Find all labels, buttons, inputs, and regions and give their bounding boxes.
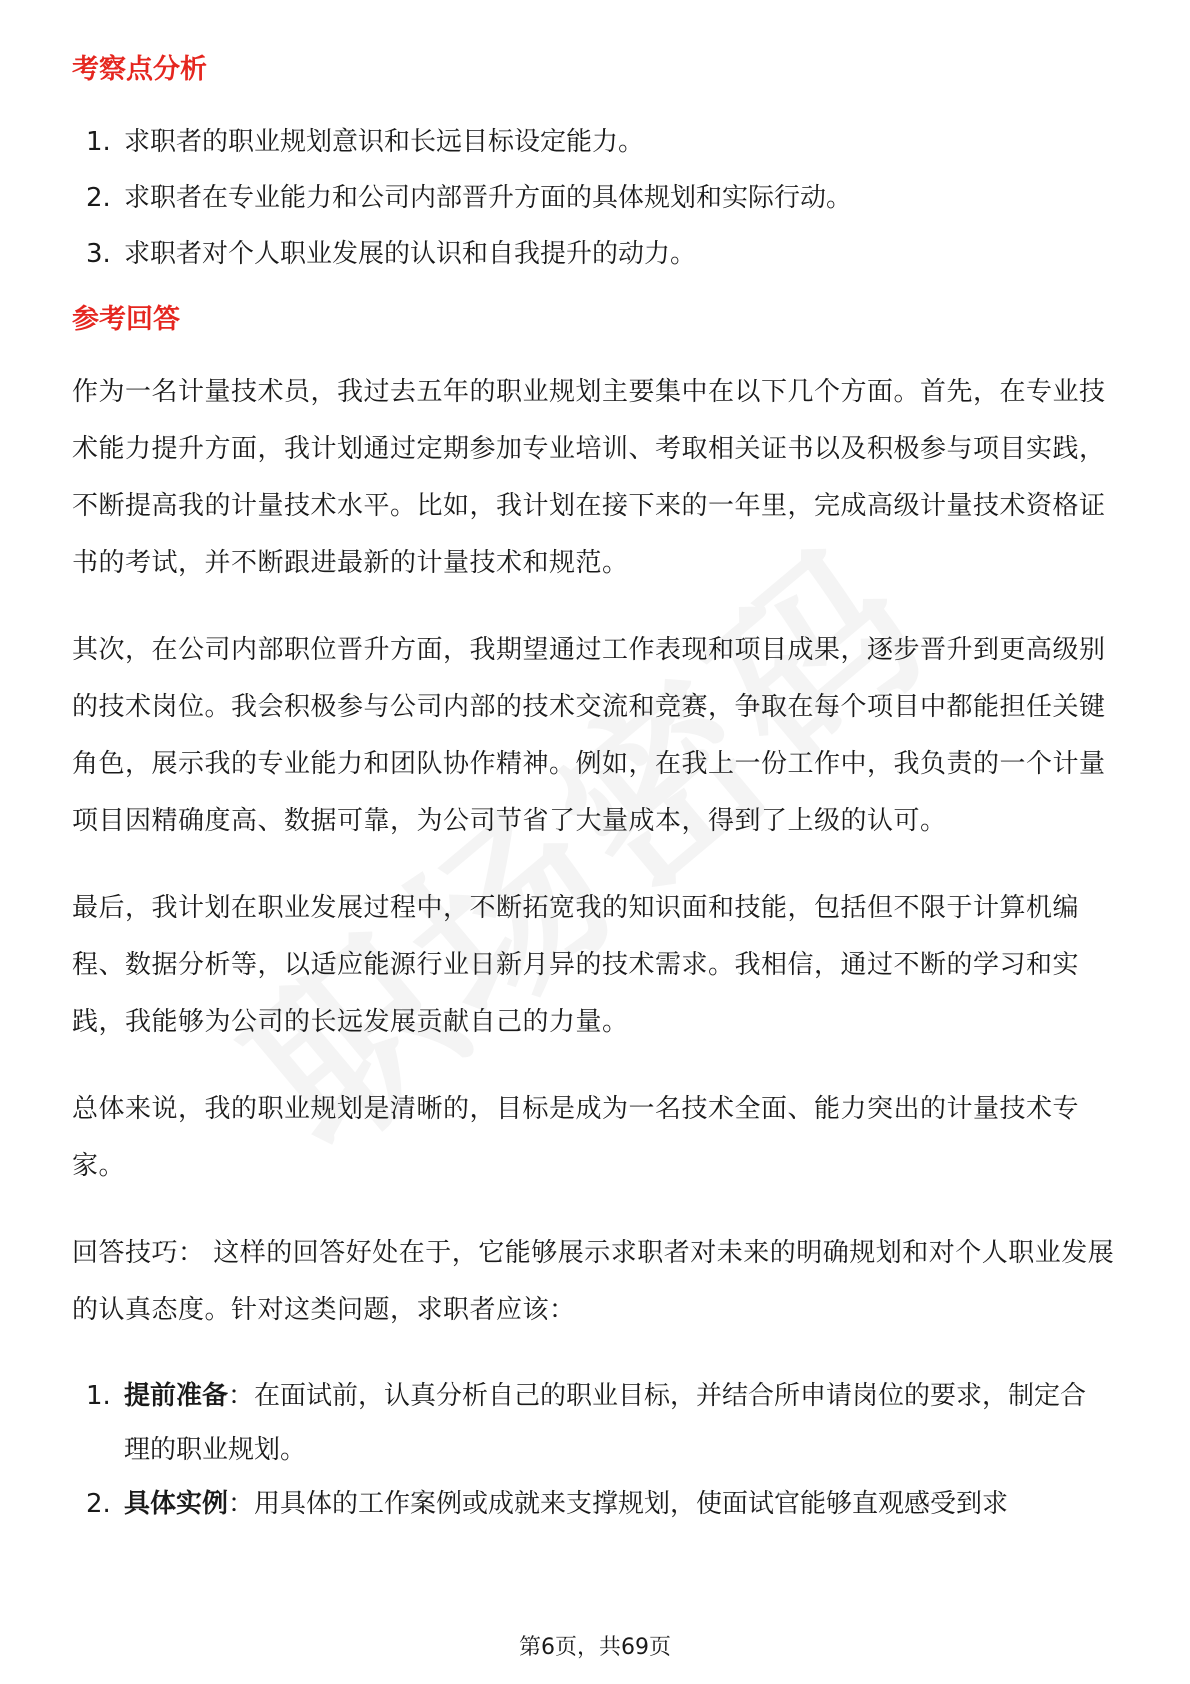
answer-paragraph: 总体来说，我的职业规划是清晰的，目标是成为一名技术全面、能力突出的计量技术专家。	[72, 1094, 1080, 1181]
list-item	[72, 170, 1122, 226]
list-text: 求职者的职业规划意识和长远目标设定能力。	[124, 127, 645, 157]
tip-label: 提前准备	[124, 1381, 229, 1411]
tips-intro-paragraph: 回答技巧： 这样的回答好处在于，它能够展示求职者对未来的明确规划和对个人职业发展的认真态度。针对这类问题，求职者应该：	[72, 1238, 1115, 1325]
answer-paragraph: 作为一名计量技术员，我过去五年的职业规划主要集中在以下几个方面。首先，在专业技术能力提升方面，我计划通过定期参加专业培训、考取相关证书以及积极参与项目实践，不断提高我的计量技术水平。比如，我计划在接下来的一年里，完成高级计量技术资格证书的考试，并不断跟进最新的计量技术和规范。	[72, 377, 1106, 578]
tip-label: 具体实例	[124, 1489, 229, 1519]
list-text	[124, 1369, 1122, 1477]
tips-list	[72, 1369, 1122, 1531]
list-number: 3.	[86, 239, 111, 269]
section-heading-answer: 参考回答	[72, 304, 180, 335]
page-number: 第6页，共69页	[519, 1635, 671, 1660]
tip-text: ：用具体的工作案例或成就来支撑规划，使面试官能够直观感受到求	[228, 1489, 1009, 1519]
answer-paragraph: 其次，在公司内部职位晋升方面，我期望通过工作表现和项目成果，逐步晋升到更高级别的技术岗位。我会积极参与公司内部的技术交流和竞赛，争取在每个项目中都能担任关键角色，展示我的专业能力和团队协作精神。例如，在我上一份工作中，我负责的一个计量项目因精确度高、数据可靠，为公司节省了大量成本，得到了上级的认可。	[72, 635, 1106, 836]
tip-text: ：在面试前，认真分析自己的职业目标，并结合所申请岗位的要求，制定合理的职业规划。	[124, 1381, 1087, 1465]
list-text: 求职者在专业能力和公司内部晋升方面的具体规划和实际行动。	[124, 183, 853, 213]
document-page	[72, 44, 1122, 1549]
list-item	[72, 226, 1122, 282]
list-number: 2.	[86, 1489, 111, 1519]
list-text: 求职者对个人职业发展的认识和自我提升的动力。	[124, 239, 697, 269]
list-item	[72, 1369, 1122, 1477]
list-text	[124, 1477, 1122, 1531]
list-item	[72, 114, 1122, 170]
list-number: 2.	[86, 183, 111, 213]
list-number: 1.	[86, 127, 111, 157]
section-heading-analysis: 考察点分析	[72, 54, 207, 85]
list-item	[72, 1477, 1122, 1531]
answer-paragraph: 最后，我计划在职业发展过程中，不断拓宽我的知识面和技能，包括但不限于计算机编程、数据分析等，以适应能源行业日新月异的技术需求。我相信，通过不断的学习和实践，我能够为公司的长远发展贡献自己的力量。	[72, 893, 1080, 1037]
list-number: 1.	[86, 1381, 111, 1411]
analysis-list	[72, 114, 1122, 282]
